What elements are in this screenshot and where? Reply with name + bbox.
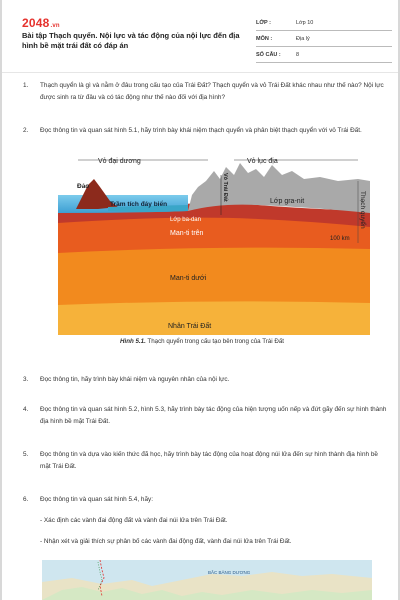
site-logo[interactable] (22, 16, 60, 30)
basalt-label: Lớp ba-dan (170, 217, 201, 223)
question-number: 3. (23, 376, 29, 383)
lithosphere-label: Thạch quyển (359, 191, 366, 229)
earth-crust-label: Vỏ Trái Đất (222, 173, 228, 202)
lower-mantle-label: Man-ti dưới (170, 275, 207, 282)
depth-label: 100 km (330, 236, 350, 242)
logo-text: 2048 (22, 16, 50, 30)
question-number: 5. (23, 451, 29, 458)
arctic-ocean-label: BẮC BĂNG DƯƠNG (208, 570, 251, 575)
granite-label: Lớp gra-nit (270, 198, 305, 205)
meta-value: Địa lý (296, 36, 310, 42)
lower-mantle-layer (58, 247, 370, 306)
figure-caption (2, 338, 400, 345)
question-number: 6. (23, 496, 29, 503)
core-layer (58, 300, 370, 335)
meta-key: SỐ CÂU : (256, 52, 281, 58)
meta-value: 8 (296, 52, 300, 58)
sub-item-1: - Xác định các vành đai động đất và vành đai núi lửa trên Trái Đất. (40, 517, 228, 524)
question-text: Đọc thông tin, hãy trình bày khái niệm và nguyên nhân của nội lực. (40, 376, 230, 383)
continental-crust-label: Vỏ lục địa (247, 158, 278, 165)
question-text: Đọc thông tin và quan sát hình 5.2, hình 5.3, hãy trình bày tác động của hiện tượng uốn nếp và đứt gãy đến sự hình thành địa hình bề mặt Trái Đất. (40, 406, 387, 425)
core-label: Nhân Trái Đất (168, 323, 212, 330)
logo-suffix: .vn (50, 23, 60, 29)
question-text: Đọc thông tin và quan sát hình 5.4, hãy: (40, 496, 153, 503)
upper-mantle-label: Man-ti trên (170, 230, 204, 237)
meta-row-subject (256, 31, 392, 47)
meta-value: Lớp 10 (296, 20, 314, 26)
meta-row-count (256, 47, 392, 63)
question-text: Đọc thông tin và dựa vào kiến thức đã học, hãy trình bày tác động của hoạt động núi lửa đến sự hình thành địa hình bề mặt Trái Đất. (40, 451, 378, 470)
sediment-label: Trầm tích đáy biển (110, 201, 168, 208)
document-title: Bài tập Thạch quyển. Nội lực và tác động của nội lực đến địa hình bề mặt trái đất có đáp án (22, 31, 240, 50)
world-map-figure (42, 560, 372, 600)
caption-text: Thạch quyển trong cấu tạo bên trong của Trái Đất (145, 338, 284, 345)
earth-structure-figure (58, 151, 370, 335)
question-text: Đọc thông tin và quan sát hình 5.1, hãy trình bày khái niệm thạch quyển và phân biệt thạch quyển với vỏ Trái Đất. (40, 127, 362, 134)
meta-key: MÔN : (256, 36, 273, 42)
granite-layer (188, 163, 370, 213)
question-number: 1. (23, 82, 29, 89)
sub-item-2: - Nhận xét và giải thích sự phân bố các vành đai động đất, vành đai núi lửa trên Trái Đất. (40, 538, 292, 545)
question-number: 2. (23, 127, 29, 134)
document-header (12, 12, 392, 64)
meta-table (256, 15, 392, 63)
meta-key: LỚP : (256, 20, 271, 26)
island-label: Đảo (77, 183, 90, 190)
meta-row-class (256, 15, 392, 31)
caption-label: Hình 5.1. (120, 338, 146, 345)
oceanic-crust-label: Vỏ đại dương (98, 158, 141, 165)
question-number: 4. (23, 406, 29, 413)
header-divider (2, 72, 398, 73)
question-text: Thạch quyển là gì và nằm ở đâu trong cấu tạo của Trái Đất? Thạch quyển và vỏ Trái Đất khác nhau như thế nào? Nội lực được sinh ra từ đâu và có tác động như thế nào đối với địa hình? (40, 82, 384, 101)
